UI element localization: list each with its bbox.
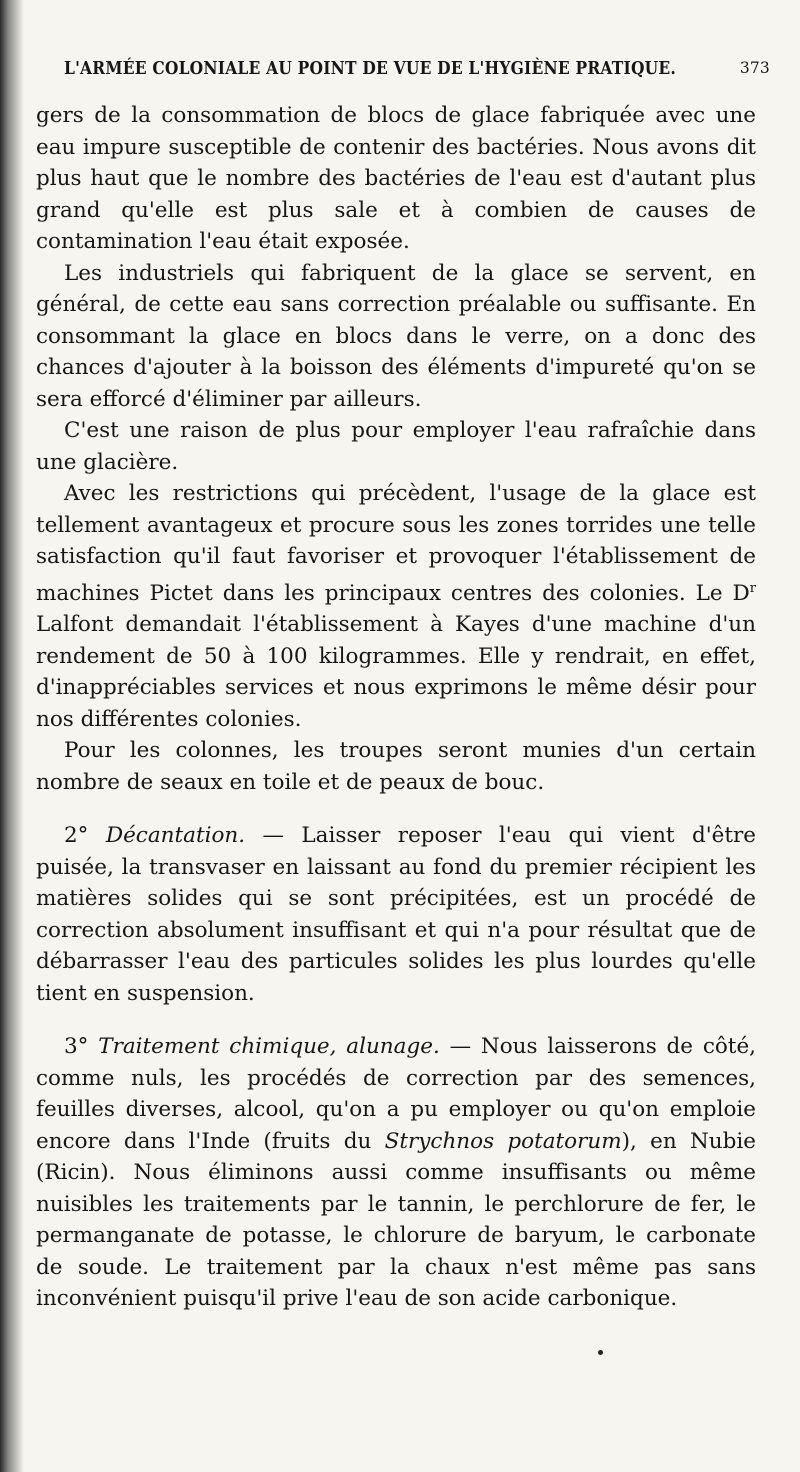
section-title: Décantation. (105, 823, 246, 849)
paragraph-text: Pour les colonnes, les troupes seront munies d'un certain nombre de seaux en toile et de peaux de bouc. (36, 738, 756, 795)
binding-shadow (0, 0, 24, 1472)
superscript: r (749, 580, 756, 596)
section-number: 3° (64, 1034, 89, 1060)
section-decantation (36, 820, 756, 1009)
section-number: 2° (64, 823, 89, 849)
species-name: Strychnos potatorum (384, 1128, 622, 1154)
paragraph-text: gers de la consommation de blocs de glace fabriquée avec une eau impure susceptible de contenir des bactéries. Nous avons dit plus haut que le nombre des bactéries de l'eau est d'autant plus grand qu'elle est plus sale et à combien de causes de contamination l'eau était exposée. (36, 103, 756, 254)
body-text (36, 100, 756, 1315)
section-chemical-treatment (36, 1031, 756, 1315)
paragraph-continued (36, 100, 756, 258)
paragraph-columns (36, 735, 756, 798)
ink-speck (598, 1350, 603, 1355)
section-title: Traitement chimique, alunage. (98, 1034, 440, 1060)
page-number: 373 (739, 59, 770, 77)
paragraph-text: — Laisser reposer l'eau qui vient d'être puisée, la transvaser en laissant au fond du premier récipient les matières solides qui se sont précipitées, est un procédé de correction absolument insuffisant et qui n'a pour résultat que de débarrasser l'eau des particules solides les plus lourdes qu'elle tient en suspension. (36, 823, 756, 1006)
paragraph-text: C'est une raison de plus pour employer l'eau rafraîchie dans une glacière. (36, 418, 756, 475)
page-header (64, 58, 770, 86)
paragraph-text: Lalfont demandait l'établissement à Kayes d'une machine d'un rendement de 50 à 100 kilogrammes. Elle y rendrait, en effet, d'inappréciables services et nous exprimons le même désir pour nos différentes colonies. (36, 612, 756, 732)
paragraph-industrial-ice (36, 258, 756, 416)
paragraph-text: — Nous laisserons de côté, comme nuls, les procédés de correction par des semences, feuilles diverses, alcool, qu'on a pu employer ou qu'on emploie encore dans l'Inde (fruits du (36, 1034, 756, 1154)
paragraph-pictet-machines (36, 478, 756, 735)
paragraph-text: Les industriels qui fabriquent de la glace se servent, en général, de cette eau sans correction préalable ou suffisante. En consommant la glace en blocs dans le verre, on a donc des chances d'ajouter à la boisson des éléments d'impureté qu'on se sera efforcé d'éliminer par ailleurs. (36, 260, 756, 412)
running-head: L'ARMÉE COLONIALE AU POINT DE VUE DE L'HYGIÈNE PRATIQUE. (64, 56, 676, 79)
paragraph-glaciere (36, 415, 756, 478)
paragraph-text: Avec les restrictions qui précèdent, l'usage de la glace est tellement avantageux et procure sous les zones torrides une telle satisfaction qu'il faut favoriser et provoquer l'établissement de machines Pictet dans les principaux centres des colonies. Le D (36, 481, 756, 606)
paragraph-text: ), en Nubie (Ricin). Nous éliminons aussi comme insuffisants ou même nuisibles les traitements par le tannin, le perchlorure de fer, le permanganate de potasse, le chlorure de baryum, le carbonate de soude. Le traitement par la chaux n'est même pas sans inconvénient puisqu'il prive l'eau de son acide carbonique. (36, 1128, 757, 1312)
